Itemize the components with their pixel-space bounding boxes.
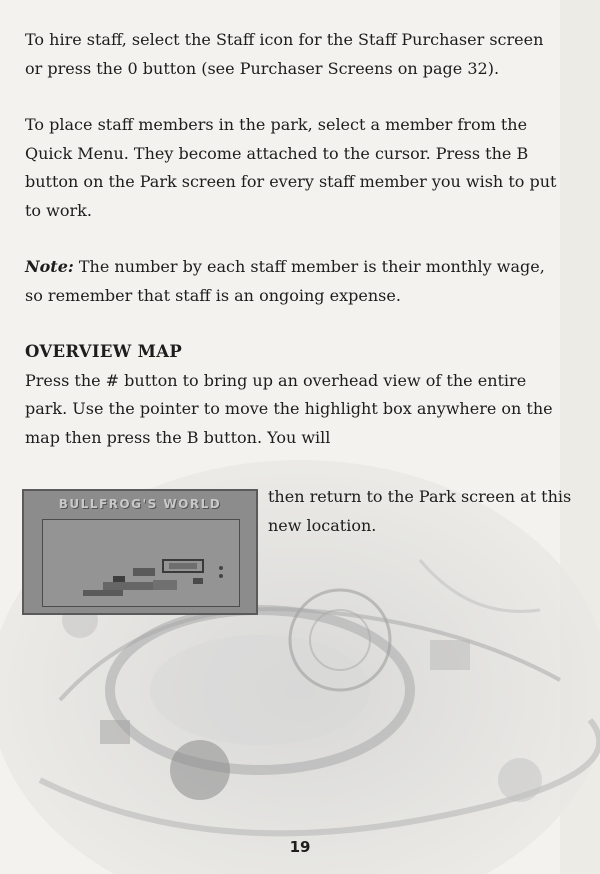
- paragraph-overview-map-continued: then return to the Park screen at this new location.: [268, 487, 572, 535]
- heading-overview-map: OVERVIEW MAP: [25, 342, 183, 361]
- paragraph-note: [25, 253, 565, 310]
- page-number: 19: [289, 838, 311, 856]
- paragraph-overview-map: Press the # button to bring up an overhead view of the entire park. Use the pointer to move the highlight box anywhere on the map then press the B button. You will: [25, 370, 553, 447]
- note-label: Note:: [25, 257, 74, 276]
- map-screenshot-title: BULLFROG'S WORLD: [58, 497, 222, 511]
- paragraph-hire-staff: To hire staff, select the Staff icon for the Staff Purchaser screen or press the 0 button (see Purchaser Screens on page 32).: [25, 30, 544, 78]
- overview-map-continued: [268, 483, 578, 540]
- park-map-thumbnail: [43, 520, 239, 606]
- map-screenshot-frame: [22, 489, 258, 615]
- body-text: [25, 26, 565, 452]
- overview-map-screenshot: [22, 489, 258, 615]
- paragraph-place-staff: To place staff members in the park, select a member from the Quick Menu. They become attached to the cursor. Press the B button on the Park screen for every staff member you wish to put to work.: [25, 115, 557, 220]
- note-text: The number by each staff member is their monthly wage, so remember that staff is an ongoing expense.: [25, 257, 545, 305]
- map-screenshot-area: [42, 519, 240, 607]
